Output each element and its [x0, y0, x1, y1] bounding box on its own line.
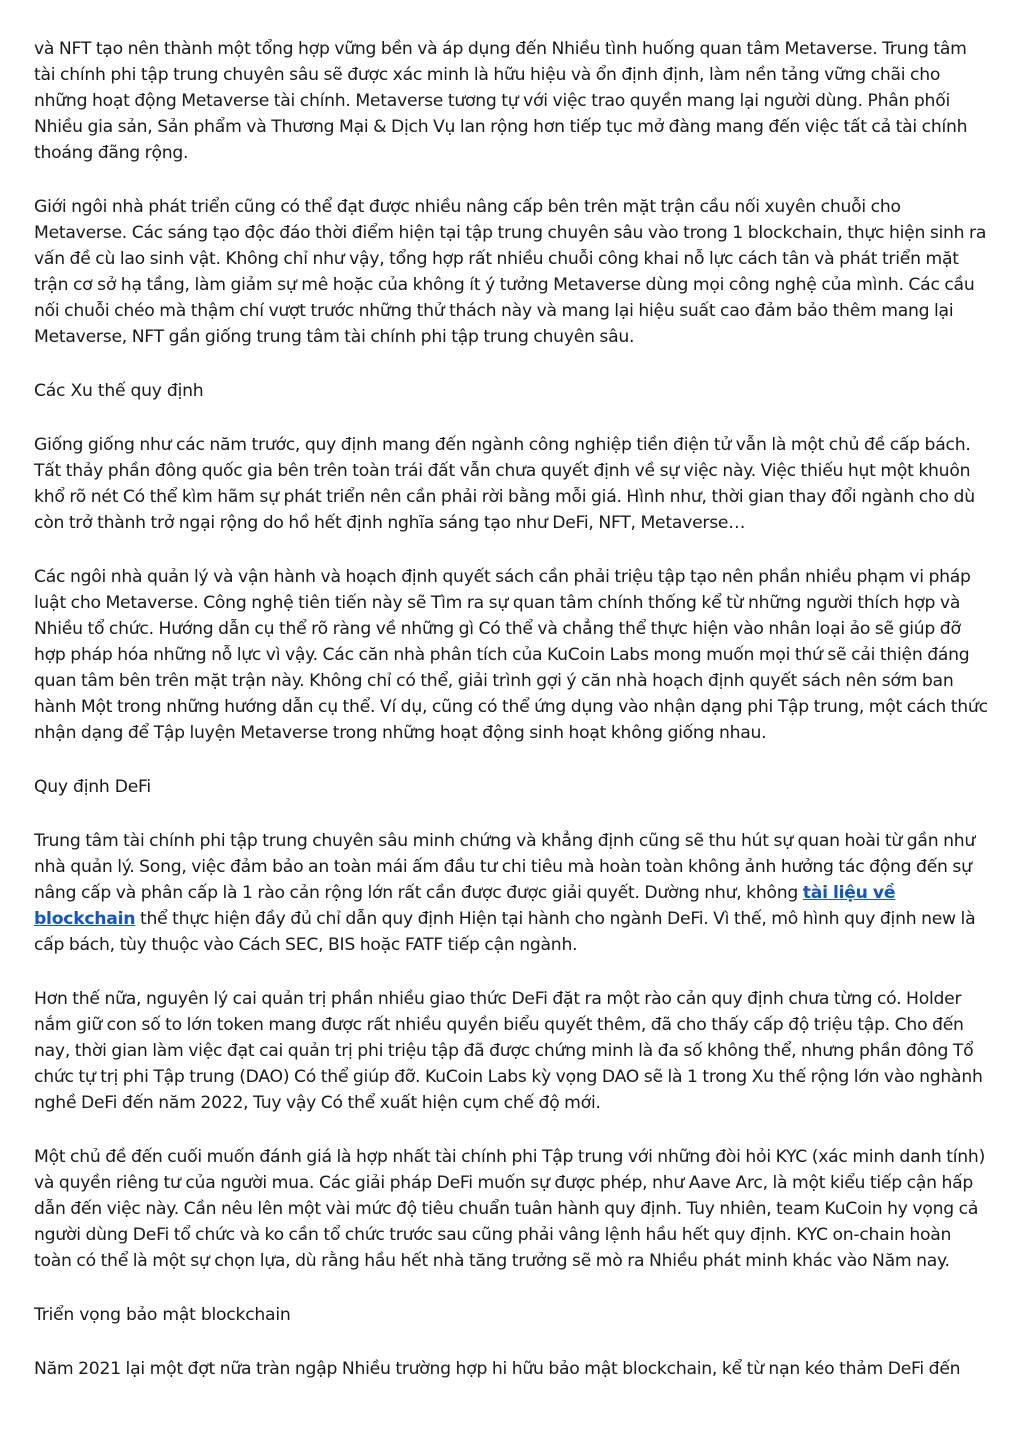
- paragraph-text-before-link: Trung tâm tài chính phi tập trung chuyên sâu minh chứng và khẳng định cũng sẽ thu hút sự quan hoài từ gần như nhà quản lý. Song, việc đảm bảo an toàn mái ấm đầu tư chi tiêu mà hoàn toàn không ảnh hưởng tác động đến sự nâng cấp và phân cấp là 1 rào cản rộng lớn rất cần được được giải quyết. Dường như, không: [34, 831, 975, 903]
- paragraph-security-2021: Năm 2021 lại một đợt nữa tràn ngập Nhiều trường hợp hi hữu bảo mật blockchain, kể từ nạn kéo thảm DeFi đến: [34, 1359, 961, 1379]
- blockchain-docs-link[interactable]: tài liệu về blockchain: [34, 883, 896, 929]
- paragraph-defi-regulators: [34, 828, 992, 958]
- paragraph-kyc-privacy: Một chủ đề đến cuối muốn đánh giá là hợp nhất tài chính phi Tập trung với những đòi hỏi KYC (xác minh danh tính) và quyền riêng tư của người mua. Các giải pháp DeFi muốn sự được phép, như Aave Arc, là một kiểu tiếp cận hấp dẫn đến việc này. Cần nêu lên một vài mức độ tiêu chuẩn tuân hành quy định. Tuy nhiên, team KuCoin hy vọng cả người dùng DeFi tổ chức và ko cần tổ chức trước sau cũng phải vâng lệnh hầu hết quy định. KYC on-chain hoàn toàn có thể là một sự chọn lựa, dù rằng hầu hết nhà tăng trưởng sẽ mò ra Nhiều phát minh khác vào Năm nay.: [34, 1147, 986, 1271]
- section-heading-regulation-trends: Các Xu thế quy định: [34, 381, 204, 401]
- paragraph-metaverse-policy: Các ngôi nhà quản lý và vận hành và hoạch định quyết sách cần phải triệu tập tạo nên phần nhiều phạm vi pháp luật cho Metaverse. Công nghệ tiên tiến này sẽ Tìm ra sự quan tâm chính thống kể từ những người thích hợp và Nhiều tổ chức. Hướng dẫn cụ thể rõ ràng về những gì Có thể và chẳng thể thực hiện vào nhân loại ảo sẽ giúp đỡ hợp pháp hóa những nỗ lực vì vậy. Các căn nhà phân tích của KuCoin Labs mong muốn mọi thứ sẽ cải thiện đáng quan tâm bên trên mặt trận này. Không chỉ có thể, giải trình gợi ý căn nhà hoạch định quyết sách nên sớm ban hành Một trong những hướng dẫn cụ thể. Ví dụ, cũng có thể ứng dụng vào nhận dạng phi Tập trung, một cách thức nhận dạng để Tập luyện Metaverse trong những hoạt động sinh hoạt không giống nhau.: [34, 567, 988, 743]
- section-heading-defi-regulation: Quy định DeFi: [34, 777, 151, 797]
- paragraph-text-after-link: thể thực hiện đầy đủ chỉ dẫn quy định Hiện tại hành cho ngành DeFi. Vì thế, mô hình quy định new là cấp bách, tùy thuộc vào Cách SEC, BIS hoặc FATF tiếp cận ngành.: [34, 909, 976, 955]
- document-page: [34, 36, 992, 1410]
- paragraph-crypto-regulation: Giống giống như các năm trước, quy định mang đến ngành công nghiệp tiền điện tử vẫn là một chủ đề cấp bách. Tất thảy phần đông quốc gia bên trên toàn trái đất vẫn chưa quyết định về sự việc này. Việc thiếu hụt một khuôn khổ rõ nét Có thể kìm hãm sự phát triển nên cần phải rời bằng mỗi giá. Hình như, thời gian thay đổi ngành cho dù còn trở thành trở ngại rộng do hồ hết định nghĩa sáng tạo như DeFi, NFT, Metaverse…: [34, 435, 975, 533]
- section-heading-blockchain-security: Triển vọng bảo mật blockchain: [34, 1305, 291, 1325]
- paragraph-dao-governance: Hơn thế nữa, nguyên lý cai quản trị phần nhiều giao thức DeFi đặt ra một rào cản quy định chưa từng có. Holder nắm giữ con số to lớn token mang được rất nhiều quyền biểu quyết thêm, đã cho thấy cấp độ triệu tập. Cho đến nay, thời gian làm việc đạt cai quản trị phi triệu tập đã được chứng minh là đa số không thể, nhưng phần đông Tổ chức tự trị phi Tập trung (DAO) Có thể giúp đỡ. KuCoin Labs kỳ vọng DAO sẽ là 1 trong Xu thế rộng lớn vào nghành nghề DeFi đến năm 2022, Tuy vậy Có thể xuất hiện cụm chế độ mới.: [34, 989, 983, 1113]
- paragraph-metaverse-defi: và NFT tạo nên thành một tổng hợp vững bền và áp dụng đến Nhiều tình huống quan tâm Metaverse. Trung tâm tài chính phi tập trung chuyên sâu sẽ được xác minh là hữu hiệu và ổn định định, làm nền tảng vững chãi cho những hoạt động Metaverse tài chính. Metaverse tương tự với việc trao quyền mang lại người dùng. Phân phối Nhiều gia sản, Sản phẩm và Thương Mại & Dịch Vụ lan rộng hơn tiếp tục mở đàng mang đến việc tất cả tài chính thoáng đãng rộng.: [34, 39, 968, 163]
- paragraph-cross-chain-bridges: Giới ngôi nhà phát triển cũng có thể đạt được nhiều nâng cấp bên trên mặt trận cầu nối xuyên chuỗi cho Metaverse. Các sáng tạo độc đáo thời điểm hiện tại tập trung chuyên sâu vào trong 1 blockchain, thực hiện sinh ra vấn đề cù lao sinh vật. Không chỉ như vậy, tổng hợp rất nhiều chuỗi công khai nỗ lực cách tân và phát triển mặt trận cơ sở hạ tầng, làm giảm sự mê hoặc của không ít ý tưởng Metaverse dùng mọi công nghệ của mình. Các cầu nối chuỗi chéo mà thậm chí vượt trước những thử thách này và mang lại hiệu suất cao đảm bảo thêm mang lại Metaverse, NFT gần giống trung tâm tài chính phi tập trung chuyên sâu.: [34, 197, 987, 347]
